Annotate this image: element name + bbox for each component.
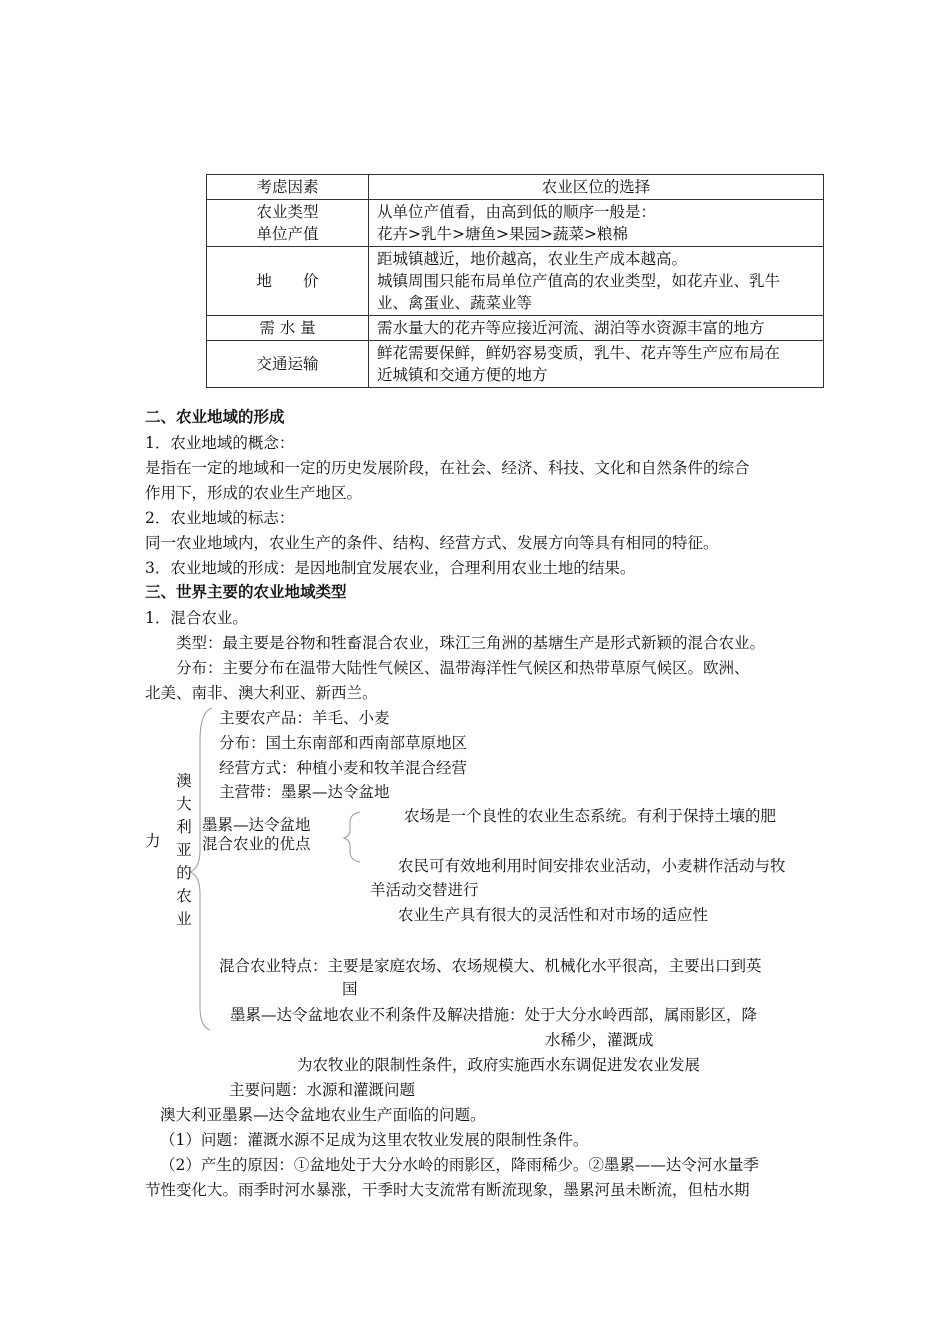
cell-text: 农业类型 <box>256 203 319 221</box>
outline-item: 为农牧业的限制性条件，政府实施西水东调促进发农业发展 <box>297 1056 701 1074</box>
cell-text: 城镇周围只能布局单位产值高的农业类型，如花卉业、乳牛 <box>377 272 781 290</box>
cell-text: 距城镇越近，地价越高，农业生产成本越高。 <box>377 250 688 268</box>
paragraph: （1）问题：灌溉水源不足成为这里农牧业发展的限制性条件。 <box>160 1131 589 1149</box>
section-heading: 三、世界主要的农业地域类型 <box>145 582 347 601</box>
vertical-char: 的 <box>176 864 192 882</box>
paragraph: 1．混合农业。 <box>145 609 248 627</box>
cell-text: 需 水 量 <box>259 319 316 337</box>
outline-item: 经营方式：种植小麦和牧羊混合经营 <box>219 759 468 777</box>
table-header-cell: 考虑因素 <box>207 175 369 200</box>
vertical-char: 大 <box>176 795 192 813</box>
cell-text: 近城镇和交通方便的地方 <box>377 366 548 384</box>
paragraph: 作用下，形成的农业生产地区。 <box>145 484 363 502</box>
sub-label: 混合农业的优点 <box>202 835 311 853</box>
vertical-char: 农 <box>176 887 192 905</box>
paragraph: 3．农业地域的形成：是因地制宜发展农业，合理利用农业土地的结果。 <box>145 559 636 577</box>
paragraph: 1．农业地域的概念： <box>145 434 295 452</box>
paragraph: 分布：主要分布在温带大陆性气候区、温带海洋性气候区和热带草原气候区。欧洲、 <box>176 659 750 677</box>
paragraph: （2）产生的原因：①盆地处于大分水岭的雨影区，降雨稀少。②墨累——达令河水量季 <box>160 1156 759 1174</box>
vertical-char: 业 <box>176 910 192 928</box>
cell-text: 需水量大的花卉等应接近河流、湖泊等水资源丰富的地方 <box>377 319 765 337</box>
outline-item: 主要问题：水源和灌溉问题 <box>229 1081 416 1099</box>
paragraph: 北美、南非、澳大利亚、新西兰。 <box>145 684 378 702</box>
paragraph: 同一农业地域内，农业生产的条件、结构、经营方式、发展方向等具有相同的特征。 <box>145 534 719 552</box>
sub-label: 墨累—达令盆地 <box>202 816 311 834</box>
advantage-item: 羊活动交替进行 <box>370 881 479 899</box>
vertical-char: 利 <box>176 818 192 836</box>
vertical-title <box>174 770 194 931</box>
advantage-item: 农业生产具有很大的灵活性和对市场的适应性 <box>398 906 709 924</box>
outline-item: 主要农产品：羊毛、小麦 <box>219 709 390 727</box>
paragraph: 2．农业地域的标志： <box>145 509 295 527</box>
cell-text: 交通运输 <box>256 355 319 373</box>
cell-text: 从单位产值看，由高到低的顺序一般是： <box>377 203 657 221</box>
outline-item: 国 <box>342 980 358 998</box>
section-heading: 二、农业地域的形成 <box>145 407 285 426</box>
left-char: 力 <box>145 832 161 850</box>
paragraph: 类型：最主要是谷物和牲畜混合农业，珠江三角洲的基塘生产是形式新颖的混合农业。 <box>176 634 766 652</box>
vertical-char: 亚 <box>176 841 192 859</box>
advantage-item: 农场是一个良性的农业生态系统。有利于保持土壤的肥 <box>404 807 777 825</box>
cell-text: 花卉>乳牛>塘鱼>果园>蔬菜>粮棉 <box>377 225 628 243</box>
advantage-item: 农民可有效地利用时间安排农业活动，小麦耕作活动与牧 <box>398 857 786 875</box>
small-brace <box>344 812 360 862</box>
paragraph: 节性变化大。雨季时河水暴涨，干季时大支流常有断流现象，墨累河虽未断流，但枯水期 <box>145 1181 750 1199</box>
table-header-cell: 农业区位的选择 <box>369 175 824 200</box>
outline-item: 分布：国土东南部和西南部草原地区 <box>219 734 468 752</box>
vertical-char: 澳 <box>176 772 192 790</box>
cell-text: 单位产值 <box>256 225 319 243</box>
cell-text: 地 价 <box>256 272 319 290</box>
paragraph: 是指在一定的地域和一定的历史发展阶段，在社会、经济、科技、文化和自然条件的综合 <box>145 459 750 477</box>
cell-text: 业、禽蛋业、蔬菜业等 <box>377 294 533 312</box>
outline-item: 主营带：墨累—达令盆地 <box>219 783 390 801</box>
paragraph: 澳大利亚墨累—达令盆地农业生产面临的问题。 <box>160 1106 486 1124</box>
cell-text: 鲜花需要保鲜，鲜奶容易变质，乳牛、花卉等生产应布局在 <box>377 344 781 362</box>
outline-item: 水稀少，灌溉成 <box>545 1031 654 1049</box>
outline-item: 混合农业特点：主要是家庭农场、农场规模大、机械化水平很高，主要出口到英 <box>219 957 762 975</box>
outline-item: 墨累—达令盆地农业不利条件及解决措施：处于大分水岭西部，属雨影区，降 <box>230 1006 758 1024</box>
